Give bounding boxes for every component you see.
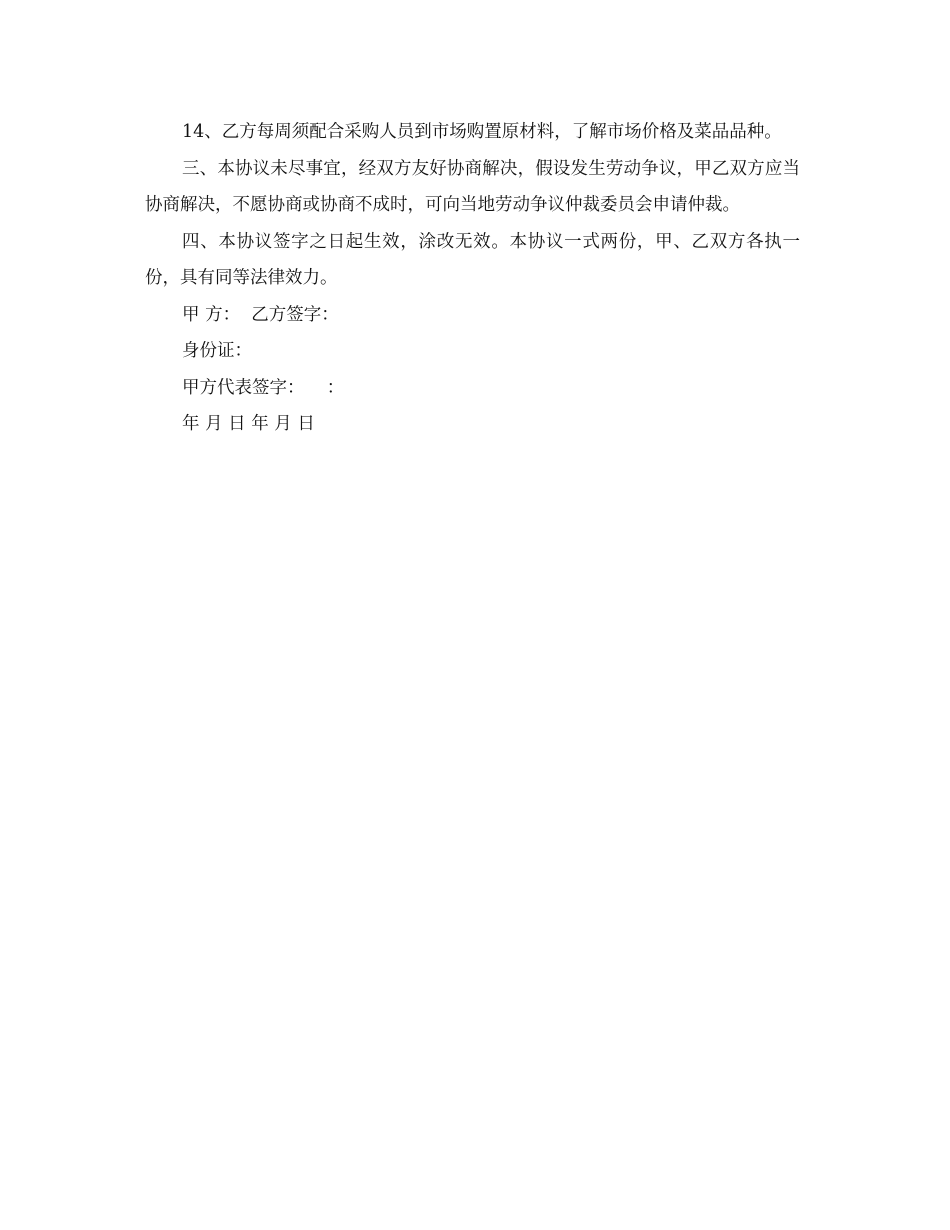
representative-signature-line: 甲方代表签字： ： <box>182 377 345 398</box>
document-body <box>145 114 800 443</box>
clause-14-paragraph: 14、乙方每周须配合采购人员到市场购置原材料，了解市场价格及菜品品种。 <box>182 122 782 142</box>
date-line: 年 月 日 年 月 日 <box>182 414 315 434</box>
clause-4-paragraph: 四、本协议签字之日起生效，涂改无效。本协议一式两份，甲、乙双方各执一份，具有同等法律效力。 <box>145 231 800 288</box>
party-signature-line: 甲 方： 乙方签字： <box>182 304 339 325</box>
clause-3-paragraph: 三、本协议未尽事宜，经双方友好协商解决，假设发生劳动争议，甲乙双方应当协商解决，不愿协商或协商不成时，可向当地劳动争议仲裁委员会申请仲裁。 <box>145 158 800 215</box>
id-card-line: 身份证： <box>182 341 252 361</box>
